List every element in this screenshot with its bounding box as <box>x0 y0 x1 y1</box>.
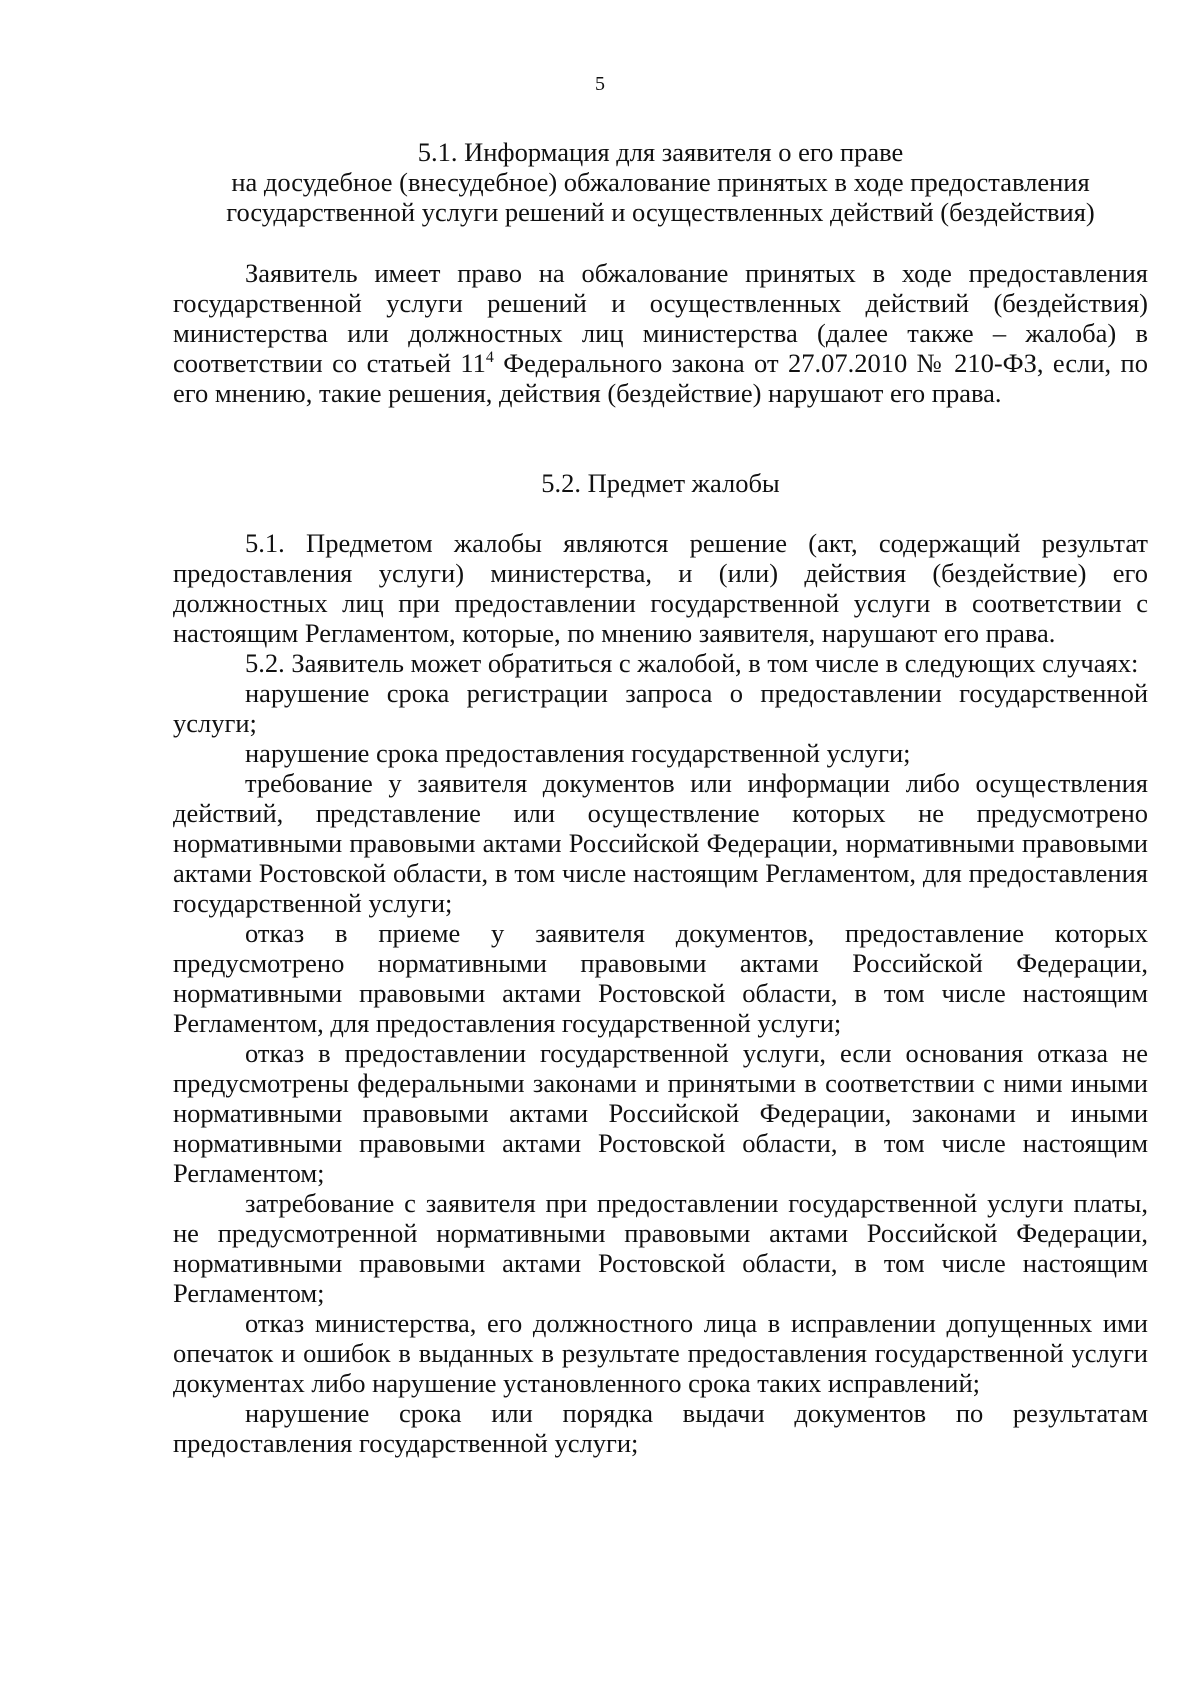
right-to-appeal-paragraph <box>173 258 1148 408</box>
list-item: затребование с заявителя при предоставлении государственной услуги платы, не предусмотренной нормативными правовыми актами Российской Федерации, нормативными правовыми актами Ростовской области, в том числе настоящим Регламентом; <box>173 1188 1148 1308</box>
list-item: отказ министерства, его должностного лица в исправлении допущенных ими опечаток и ошибок в выданных в результате предоставления государственной услуги документах либо нарушение установленного срока таких исправлений; <box>173 1308 1148 1398</box>
list-item: отказ в предоставлении государственной услуги, если основания отказа не предусмотрены федеральными законами и принятыми в соответствии с ними иными нормативными правовыми актами Российской Федерации, законами и иными нормативными правовыми актами Ростовской области, в том числе настоящим Регламентом; <box>173 1038 1148 1188</box>
section-5-2-body <box>173 528 1148 1458</box>
article-superscript: 4 <box>485 349 494 367</box>
heading-line: 5.2. Предмет жалобы <box>541 468 780 498</box>
list-item: отказ в приеме у заявителя документов, предоставление которых предусмотрено нормативными правовыми актами Российской Федерации, нормативными правовыми актами Ростовской области, в том числе настоящим Регламентом, для предоставления государственной услуги; <box>173 918 1148 1038</box>
paragraph: 5.1. Предметом жалобы являются решение (акт, содержащий результат предоставления услуги) министерства, и (или) действия (бездействие) его должностных лиц при предоставлении государственной услуги в соответствии с настоящим Регламентом, которые, по мнению заявителя, нарушают его права. <box>173 528 1148 648</box>
paragraph-text: Заявитель имеет право на обжалование принятых в ходе предоставления государственной услуги решений и осуществленных действий (бездействия) министерства или должностных лиц министерства (далее также – жалоба) в соответствии со статьей 11 <box>173 258 1148 378</box>
section-5-1-heading <box>173 137 1148 227</box>
section-5-2-heading <box>173 468 1148 498</box>
heading-line: 5.1. Информация для заявителя о его праве <box>417 137 904 167</box>
list-item: требование у заявителя документов или информации либо осуществления действий, представление или осуществление которых не предусмотрено нормативными правовыми актами Российской Федерации, нормативными правовыми актами Ростовской области, в том числе настоящим Регламентом, для предоставления государственной услуги; <box>173 768 1148 918</box>
list-item: нарушение срока регистрации запроса о предоставлении государственной услуги; <box>173 678 1148 738</box>
heading-line: государственной услуги решений и осуществленных действий (бездействия) <box>226 197 1095 227</box>
list-item: нарушение срока или порядка выдачи документов по результатам предоставления государственной услуги; <box>173 1398 1148 1458</box>
section-5-1-body <box>173 258 1148 408</box>
page-number: 5 <box>595 73 605 95</box>
paragraph: 5.2. Заявитель может обратиться с жалобой, в том числе в следующих случаях: <box>245 648 1139 678</box>
paragraph-text: Федерального закона от 27.07.2010 № 210-ФЗ, если, по его мнению, такие решения, действия (бездействие) нарушают его права. <box>173 348 1148 408</box>
list-item: нарушение срока предоставления государственной услуги; <box>245 738 911 768</box>
heading-line: на досудебное (внесудебное) обжалование принятых в ходе предоставления <box>231 167 1090 197</box>
